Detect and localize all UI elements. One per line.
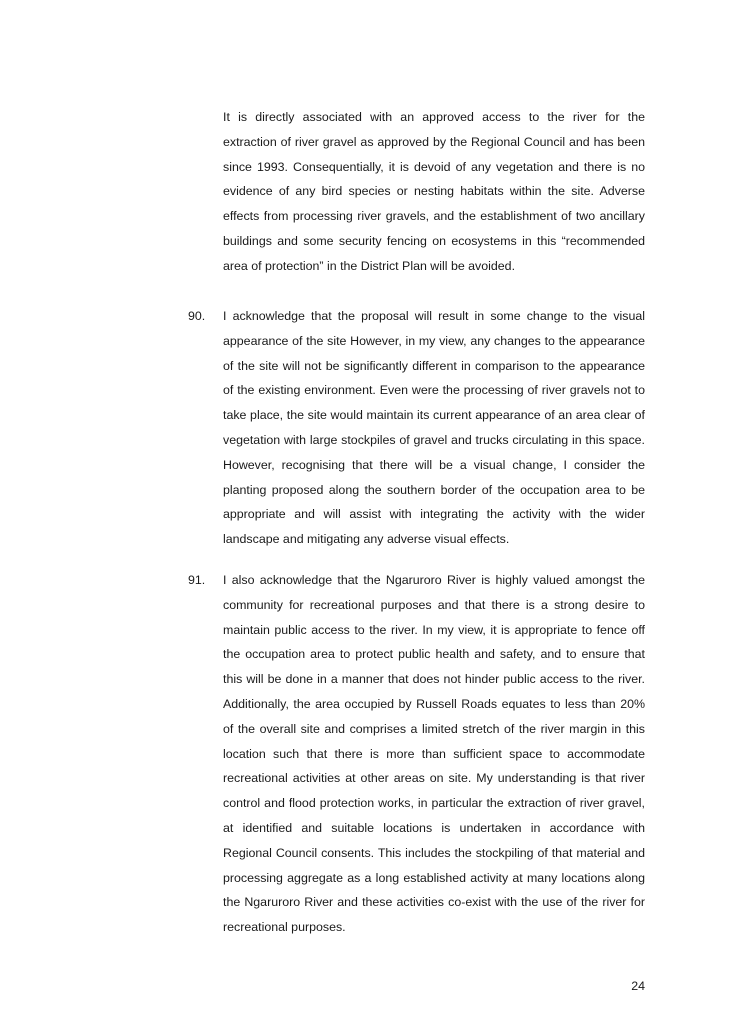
paragraph-number-91: 91. xyxy=(188,573,206,587)
continuation-paragraph: It is directly associated with an approved access to the river for the extraction of river gravel as approved by the Regional Council and has been since 1993. Consequentially, it is devoid of any vegetation and there is no evidence of any bird species or nesting habitats within the site. Adverse effects from processing river gravels, and the establishment of two ancillary buildings and some security fencing on ecosystems in this “recommended area of protection” in the District Plan will be avoided. xyxy=(223,110,645,273)
page-number: 24 xyxy=(631,979,645,993)
paragraph-91-text: I also acknowledge that the Ngaruroro River is highly valued amongst the community for recreational purposes and that there is a strong desire to maintain public access to the river. In my view, it is appropriate to fence off the occupation area to protect public health and safety, and to ensure that this will be done in a manner that does not hinder public access to the river. Additionally, the area occupied by Russell Roads equates to less than 20% of the overall site and comprises a limited stretch of the river margin in this location such that there is more than sufficient space to accommodate recreational activities at other areas on site. My understanding is that river control and flood protection works, in particular the extraction of river gravel, at identified and suitable locations is undertaken in accordance with Regional Council consents. This includes the stockpiling of that material and processing aggregate as a long established activity at many locations along the Ngaruroro River and these activities co-exist with the use of the river for recreational purposes. xyxy=(223,573,645,935)
paragraph-number-90: 90. xyxy=(188,309,206,323)
paragraph-90-text: I acknowledge that the proposal will result in some change to the visual appearance of the site However, in my view, any changes to the appearance of the site will not be significantly different in comparison to the appearance of the existing environment. Even were the processing of river gravels not to take place, the site would maintain its current appearance of an area clear of vegetation with large stockpiles of gravel and trucks circulating in this space. However, recognising that there will be a visual change, I consider the planting proposed along the southern border of the occupation area to be appropriate and will assist with integrating the activity with the wider landscape and mitigating any adverse visual effects. xyxy=(223,309,645,547)
